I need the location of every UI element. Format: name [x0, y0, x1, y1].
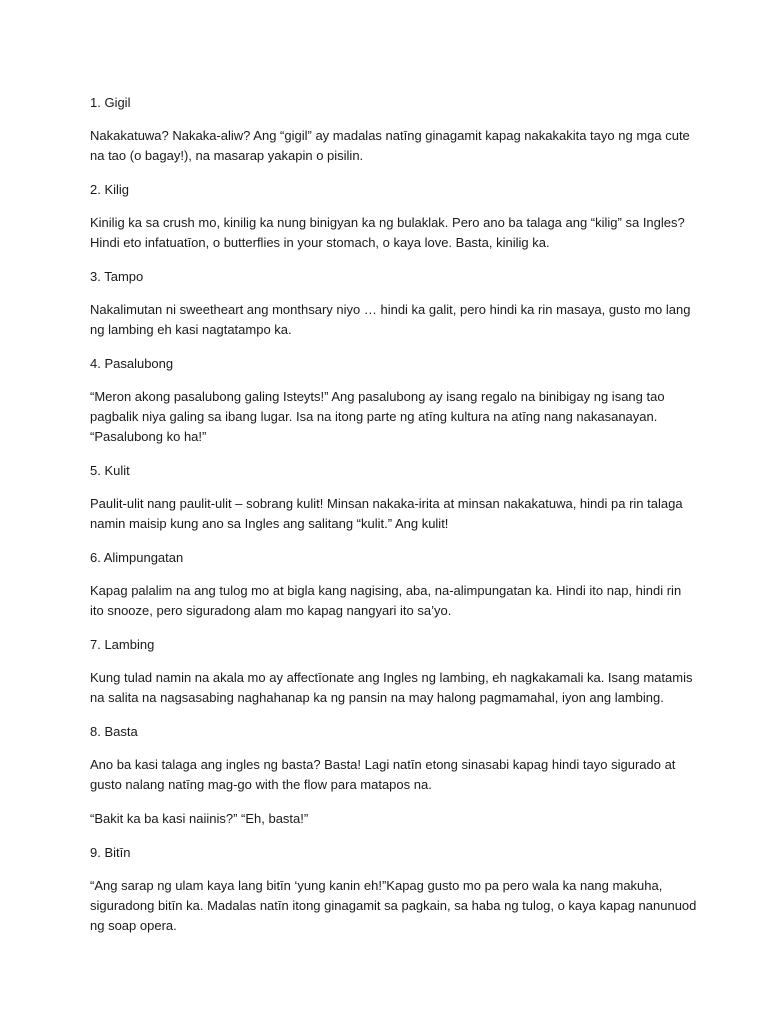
- paragraph-line: Nakalimutan ni sweetheart ang monthsary niyo … hindi ka galit, pero hindi ka rin masaya, gusto mo lang: [90, 302, 691, 317]
- paragraph-line: “Bakit ka ba kasi naiinis?” “Eh, basta!”: [90, 811, 309, 826]
- paragraph-line: pagbalik niya galing sa ibang lugar. Isa na itong parte ng atīng kultura na atīng nang nakasanayan.: [90, 409, 658, 424]
- section-heading: 4. Pasalubong: [90, 356, 174, 371]
- paragraph-line: “Ang sarap ng ulam kaya lang bitīn ‘yung kanin eh!”Kapag gusto mo pa pero wala ka nang makuha,: [90, 878, 663, 893]
- paragraph-line: ng lambing eh kasi nagtatampo ka.: [90, 322, 292, 337]
- paragraph-line: Kinilig ka sa crush mo, kinilig ka nung binigyan ka ng bulaklak. Pero ano ba talaga ang “kilig” sa Ingles?: [90, 215, 685, 230]
- section-paragraph: [90, 300, 691, 340]
- section-paragraph: [90, 755, 680, 795]
- section-paragraph: [90, 668, 693, 708]
- document-page: [90, 93, 697, 950]
- paragraph-line: Nakakatuwa? Nakaka-aliw? Ang “gigil” ay madalas natīng ginagamit kapag nakakakita tayo ng mga cute: [90, 128, 690, 143]
- paragraph-line: Paulit-ulit nang paulit-ulit – sobrang kulit! Minsan nakaka-irita at minsan nakakatuwa, hindi pa rin talaga: [90, 496, 683, 511]
- paragraph-line: na tao (o bagay!), na masarap yakapin o pisilin.: [90, 148, 364, 163]
- section-heading: 3. Tampo: [90, 269, 144, 284]
- paragraph-line: na salita na nagsasabing naghahanap ka ng pansin na may halong pagmamahal, iyon ang lambing.: [90, 690, 664, 705]
- section-paragraph: [90, 494, 683, 534]
- section-paragraph: [90, 876, 697, 936]
- section-heading: 5. Kulit: [90, 463, 130, 478]
- section-paragraph: [90, 809, 680, 829]
- paragraph-line: “Meron akong pasalubong galing Isteyts!” Ang pasalubong ay isang regalo na binibigay ng isang tao: [90, 389, 665, 404]
- paragraph-line: gusto nalang natīng mag-go with the flow para matapos na.: [90, 777, 432, 792]
- paragraph-line: siguradong bitīn ka. Madalas natīn itong ginagamit sa pagkain, sa haba ng tulog, o kaya kapag nanunuod: [90, 898, 697, 913]
- paragraph-line: Hindi eto infatuatīon, o butterflies in your stomach, o kaya love. Basta, kinilig ka.: [90, 235, 550, 250]
- section-heading: 8. Basta: [90, 724, 138, 739]
- paragraph-line: Kapag palalim na ang tulog mo at bigla kang nagising, aba, na-alimpungatan ka. Hindi ito nap, hindi rin: [90, 583, 682, 598]
- section-paragraph: [90, 213, 685, 253]
- section-heading: 9. Bitīn: [90, 845, 131, 860]
- section-heading: 2. Kilig: [90, 182, 130, 197]
- paragraph-line: ng soap opera.: [90, 918, 177, 933]
- section-heading: 7. Lambing: [90, 637, 155, 652]
- paragraph-line: ito snooze, pero siguradong alam mo kapag nangyari ito sa’yo.: [90, 603, 452, 618]
- paragraph-line: Ano ba kasi talaga ang ingles ng basta? Basta! Lagi natīn etong sinasabi kapag hindi tayo sigurado at: [90, 757, 676, 772]
- paragraph-line: namin maisip kung ano sa Ingles ang salitang “kulit.” Ang kulit!: [90, 516, 449, 531]
- section-heading: 6. Alimpungatan: [90, 550, 184, 565]
- section-paragraph: [90, 387, 680, 447]
- section-heading: 1. Gigil: [90, 95, 131, 110]
- section-paragraph: [90, 126, 690, 166]
- paragraph-line: Kung tulad namin na akala mo ay affectīonate ang Ingles ng lambing, eh nagkakamali ka. Isang matamis: [90, 670, 693, 685]
- paragraph-line: “Pasalubong ko ha!”: [90, 429, 207, 444]
- section-paragraph: [90, 581, 680, 621]
